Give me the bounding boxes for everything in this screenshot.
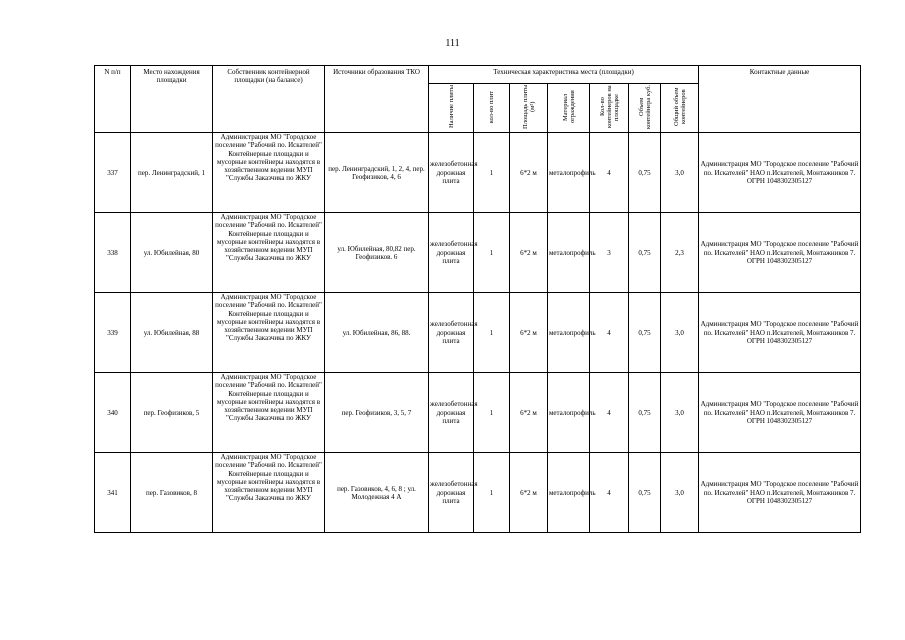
cell-location: пер. Газовиков, 8 xyxy=(131,453,213,533)
cell-sources: ул. Юбилейная, 86, 88. xyxy=(325,293,429,373)
cell-fence: металопрофиль xyxy=(548,373,590,453)
cell-sources: пер. Ленинградский, 1, 2, 4, пер. Геофизиков, 4, 6 xyxy=(325,133,429,213)
cell-num: 339 xyxy=(95,293,131,373)
table-row xyxy=(95,213,861,293)
cell-area: 6*2 м xyxy=(510,373,548,453)
cell-sources: пер. Геофизиков, 3, 5, 7 xyxy=(325,373,429,453)
table-row xyxy=(95,453,861,533)
cell-area: 6*2 м xyxy=(510,133,548,213)
cell-contacts: Администрация МО "Городское поселение "Рабочий по. Искателей" НАО п.Искателей, Монтажников 7. ОГРН 1048302305127 xyxy=(699,373,861,453)
cell-volume: 0,75 xyxy=(629,293,661,373)
cell-total: 2,3 xyxy=(661,213,699,293)
cell-num: 337 xyxy=(95,133,131,213)
cell-area: 6*2 м xyxy=(510,293,548,373)
header-fence: Материал ограждения xyxy=(548,84,590,133)
header-sources: Источники образования ТКО xyxy=(325,66,429,133)
cell-plate-count: 1 xyxy=(474,453,510,533)
cell-plate: железобетонная дорожная плита xyxy=(429,293,474,373)
cell-volume: 0,75 xyxy=(629,213,661,293)
cell-owner: Администрация МО "Городское поселение "Рабочий по. Искателей" Контейнерные площадки и мусорные контейнеры находятся в хозяйственном ведении МУП "Службы Заказчика по ЖКУ xyxy=(213,373,325,453)
cell-sources: пер. Газовиков, 4, 6, 8 ; ул. Молодежная 4 А xyxy=(325,453,429,533)
cell-fence: металопрофиль xyxy=(548,133,590,213)
header-tech: Техническая характеристика места (площадки) xyxy=(429,66,699,84)
cell-plate-count: 1 xyxy=(474,373,510,453)
cell-area: 6*2 м xyxy=(510,453,548,533)
cell-owner: Администрация МО "Городское поселение "Рабочий по. Искателей" Контейнерные площадки и мусорные контейнеры находятся в хозяйственном ведении МУП "Службы Заказчика по ЖКУ xyxy=(213,213,325,293)
cell-containers: 4 xyxy=(590,293,629,373)
cell-owner: Администрация МО "Городское поселение "Рабочий по. Искателей" Контейнерные площадки и мусорные контейнеры находятся в хозяйственном ведении МУП "Службы Заказчика по ЖКУ xyxy=(213,293,325,373)
header-owner: Собственник контейнерной площадки (на балансе) xyxy=(213,66,325,133)
cell-plate-count: 1 xyxy=(474,213,510,293)
header-plate: Наличие плиты xyxy=(429,84,474,133)
cell-location: пер. Геофизиков, 5 xyxy=(131,373,213,453)
cell-volume: 0,75 xyxy=(629,453,661,533)
cell-owner: Администрация МО "Городское поселение "Рабочий по. Искателей" Контейнерные площадки и мусорные контейнеры находятся в хозяйственном ведении МУП "Службы Заказчика по ЖКУ xyxy=(213,133,325,213)
header-location: Место нахождения площадки xyxy=(131,66,213,133)
cell-location: пер. Ленинградский, 1 xyxy=(131,133,213,213)
cell-total: 3,0 xyxy=(661,373,699,453)
cell-containers: 4 xyxy=(590,453,629,533)
header-total: Общий объем контейнеров xyxy=(661,84,699,133)
container-sites-table xyxy=(94,65,861,533)
table-row xyxy=(95,133,861,213)
cell-fence: металопрофиль xyxy=(548,453,590,533)
cell-location: ул. Юбилейная, 80 xyxy=(131,213,213,293)
cell-plate: железобетонная дорожная плита xyxy=(429,133,474,213)
cell-total: 3,0 xyxy=(661,293,699,373)
header-num: N п/п xyxy=(95,66,131,133)
cell-contacts: Администрация МО "Городское поселение "Рабочий по. Искателей" НАО п.Искателей, Монтажников 7. ОГРН 1048302305127 xyxy=(699,453,861,533)
header-volume: Объем контейнера куб. xyxy=(629,84,661,133)
cell-containers: 4 xyxy=(590,133,629,213)
cell-fence: металопрофиль xyxy=(548,213,590,293)
table-row xyxy=(95,293,861,373)
table-row xyxy=(95,373,861,453)
header-plate-count: кол-во плит xyxy=(474,84,510,133)
header-contacts: Контактные данные xyxy=(699,66,861,133)
header-containers: Кол-во контейнеров на площадке xyxy=(590,84,629,133)
cell-num: 338 xyxy=(95,213,131,293)
cell-owner: Администрация МО "Городское поселение "Рабочий по. Искателей" Контейнерные площадки и мусорные контейнеры находятся в хозяйственном ведении МУП "Службы Заказчика по ЖКУ xyxy=(213,453,325,533)
cell-contacts: Администрация МО "Городское поселение "Рабочий по. Искателей" НАО п.Искателей, Монтажников 7. ОГРН 1048302305127 xyxy=(699,213,861,293)
header-area: Площадь плиты (м²) xyxy=(510,84,548,133)
cell-volume: 0,75 xyxy=(629,373,661,453)
cell-num: 341 xyxy=(95,453,131,533)
cell-location: ул. Юбилейная, 88 xyxy=(131,293,213,373)
cell-contacts: Администрация МО "Городское поселение "Рабочий по. Искателей" НАО п.Искателей, Монтажников 7. ОГРН 1048302305127 xyxy=(699,293,861,373)
cell-num: 340 xyxy=(95,373,131,453)
cell-contacts: Администрация МО "Городское поселение "Рабочий по. Искателей" НАО п.Искателей, Монтажников 7. ОГРН 1048302305127 xyxy=(699,133,861,213)
cell-total: 3,0 xyxy=(661,453,699,533)
cell-volume: 0,75 xyxy=(629,133,661,213)
cell-plate: железобетонная дорожная плита xyxy=(429,373,474,453)
cell-containers: 4 xyxy=(590,373,629,453)
cell-fence: металопрофиль xyxy=(548,293,590,373)
cell-containers: 3 xyxy=(590,213,629,293)
cell-plate: железобетонная дорожная плита xyxy=(429,213,474,293)
cell-area: 6*2 м xyxy=(510,213,548,293)
cell-plate-count: 1 xyxy=(474,293,510,373)
cell-total: 3,0 xyxy=(661,133,699,213)
cell-plate-count: 1 xyxy=(474,133,510,213)
cell-plate: железобетонная дорожная плита xyxy=(429,453,474,533)
cell-sources: ул. Юбилейная, 80,82 пер. Геофизиков. 6 xyxy=(325,213,429,293)
page-number: 111 xyxy=(445,38,460,49)
